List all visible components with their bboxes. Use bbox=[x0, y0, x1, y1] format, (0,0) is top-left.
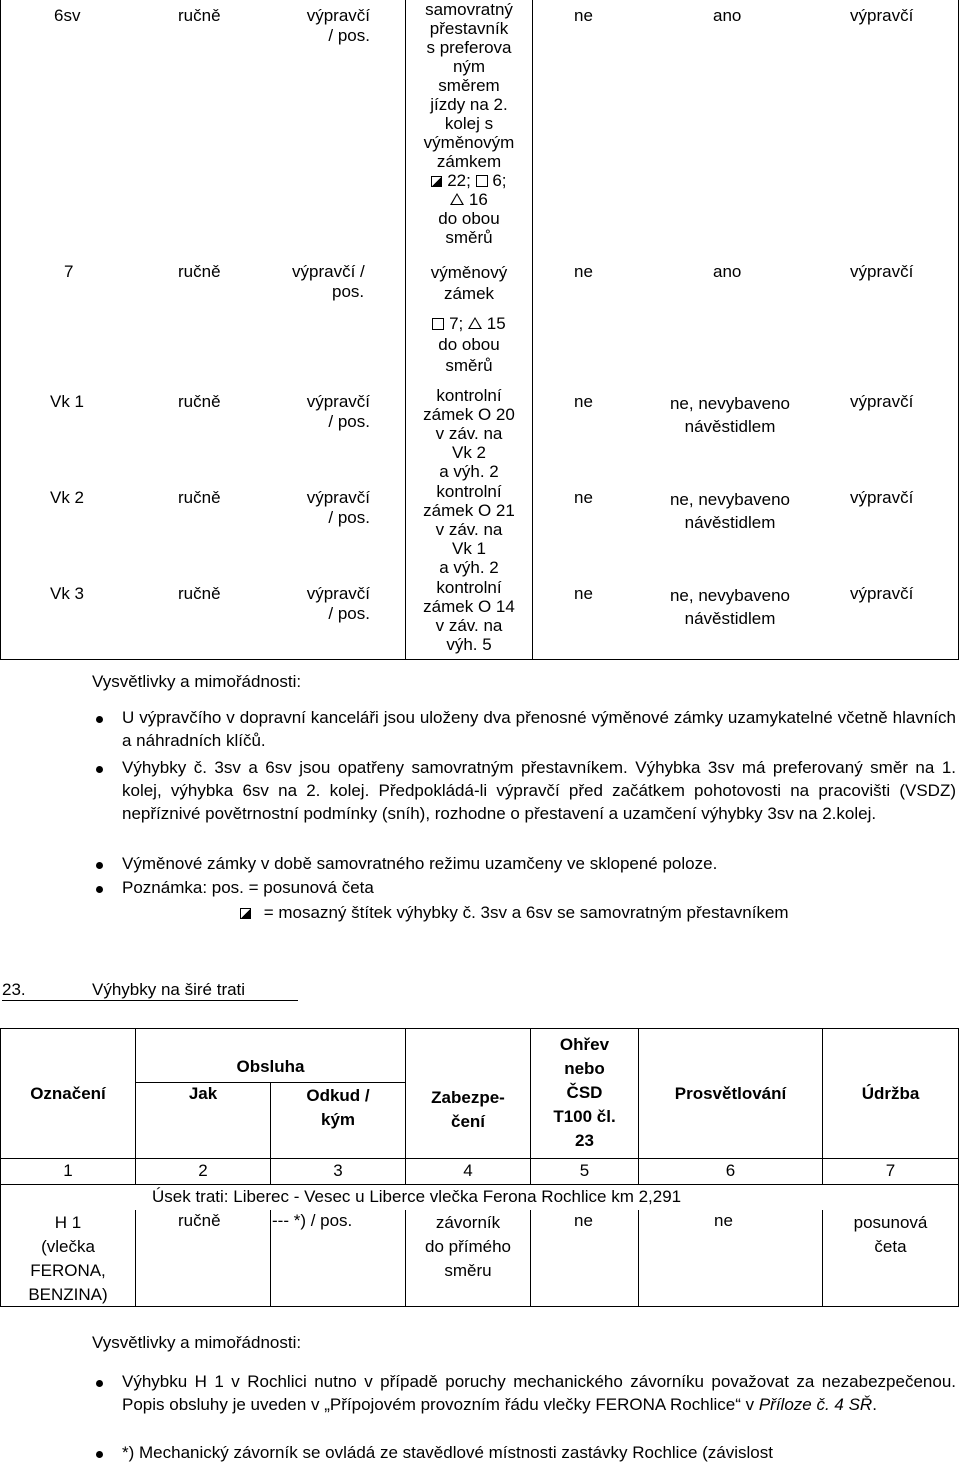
row-kym: výpravčí / pos. bbox=[306, 488, 370, 527]
row-jak: ručně bbox=[178, 488, 221, 507]
row-prosvetlovani: ne, nevybaveno návěstidlem bbox=[669, 394, 791, 436]
list-item: *) Mechanický závorník se ovládá ze stavědlové místnosti zastávky Rochlice (závislost bbox=[122, 1443, 773, 1462]
row-ohrev: ne bbox=[574, 488, 593, 507]
row-jak: ručně bbox=[178, 392, 221, 411]
cell-zabezpeceni: závorník do přímého směru bbox=[425, 1213, 511, 1280]
row-id: Vk 3 bbox=[50, 584, 85, 603]
header-oznaceni: Označení bbox=[30, 1084, 106, 1103]
square-icon bbox=[476, 175, 488, 187]
row-jak: ručně bbox=[178, 584, 221, 603]
row-prosvetlovani: ano bbox=[713, 6, 742, 25]
row-zabezpeceni: samovratný přestavník s preferova ným směrem jízdy na 2. kolej s výměnovým zámkem 22; 6; 16 do obou směrů bbox=[423, 0, 515, 247]
table-border bbox=[638, 1210, 639, 1307]
bullet bbox=[96, 716, 103, 723]
column-number: 2 bbox=[198, 1161, 208, 1180]
table-border bbox=[0, 1158, 959, 1159]
row-udrzba: výpravčí bbox=[850, 392, 914, 411]
bullet bbox=[96, 766, 103, 773]
half-filled-square-icon bbox=[431, 176, 442, 187]
table-border bbox=[958, 1028, 959, 1307]
cell-ohrev: ne bbox=[574, 1211, 593, 1230]
list-item: Výhybku H 1 v Rochlici nutno v případě poruchy mechanického závorníku považovat za nezabezpečenou. Popis obsluhy je uveden v „Přípojovém provozním řádu vlečky FERONA Rochlice“ v Příloze č. 4 SŘ. bbox=[122, 1372, 956, 1414]
row-jak: ručně bbox=[178, 262, 221, 281]
header-jak: Jak bbox=[188, 1084, 218, 1103]
list-item: Poznámka: pos. = posunová četa bbox=[122, 878, 374, 897]
row-ohrev: ne bbox=[574, 392, 593, 411]
column-number: 7 bbox=[885, 1161, 896, 1180]
list-item: U výpravčího v dopravní kanceláři jsou uloženy dva přenosné výměnové zámky uzamykatelné včetně hlavních a náhradních klíčů. bbox=[122, 708, 956, 750]
row-id: Vk 1 bbox=[50, 392, 85, 411]
table-border bbox=[958, 0, 959, 660]
section-heading: 23. Výhybky na širé trati bbox=[2, 980, 298, 1001]
legend-line: = mosazný štítek výhybky č. 3sv a 6sv se samovratným přestavníkem bbox=[240, 903, 789, 923]
header-udrzba: Údržba bbox=[861, 1084, 920, 1103]
header-prosvetlovani: Prosvětlování bbox=[674, 1084, 787, 1103]
header-odkud: Odkud / kým bbox=[306, 1086, 370, 1129]
row-udrzba: výpravčí bbox=[850, 488, 914, 507]
row-udrzba: výpravčí bbox=[850, 6, 914, 25]
row-udrzba: výpravčí bbox=[850, 584, 914, 603]
row-kym: výpravčí / pos. bbox=[306, 392, 370, 431]
row-kym: výpravčí / pos. bbox=[292, 262, 365, 301]
half-filled-square-icon bbox=[240, 908, 251, 919]
column-number: 1 bbox=[63, 1161, 73, 1180]
row-ohrev: ne bbox=[574, 6, 593, 25]
column-number: 6 bbox=[725, 1161, 736, 1180]
triangle-icon bbox=[450, 193, 464, 205]
row-zabezpeceni: kontrolní zámek O 21 v záv. na Vk 1 a výh. 2 bbox=[423, 482, 515, 577]
row-prosvetlovani: ano bbox=[713, 262, 742, 281]
table-border bbox=[135, 1210, 136, 1307]
row-zabezpeceni: kontrolní zámek O 20 v záv. na Vk 2 a výh. 2 bbox=[423, 386, 515, 481]
triangle-icon bbox=[468, 317, 482, 329]
row-id: Vk 2 bbox=[50, 488, 85, 507]
table-border bbox=[0, 1184, 959, 1185]
bullet bbox=[96, 862, 103, 869]
table-border bbox=[0, 0, 1, 660]
table-border bbox=[532, 0, 533, 660]
bullet bbox=[96, 886, 103, 893]
row-zabezpeceni: výměnový zámek 7; 15 do obou směrů bbox=[430, 263, 508, 375]
notes-heading: Vysvětlivky a mimořádnosti: bbox=[92, 1333, 302, 1352]
table-border bbox=[530, 1210, 531, 1307]
bullet bbox=[96, 1451, 103, 1458]
cell-oznaceni: H 1 (vlečka FERONA, BENZINA) bbox=[28, 1213, 108, 1304]
cell-prosvetlovani: ne bbox=[714, 1211, 733, 1230]
cell-udrzba: posunová četa bbox=[853, 1213, 928, 1256]
table-border bbox=[0, 659, 959, 660]
row-kym: výpravčí / pos. bbox=[306, 584, 370, 623]
table-border bbox=[0, 1306, 959, 1307]
header-ohrev: Ohřev nebo ČSD T100 čl. 23 bbox=[553, 1035, 616, 1150]
cell-odkud: --- *) / pos. bbox=[272, 1211, 353, 1230]
column-number: 4 bbox=[463, 1161, 473, 1180]
header-zabezpeceni: Zabezpe- čení bbox=[431, 1088, 505, 1131]
table-border bbox=[0, 1028, 959, 1029]
row-id: 6sv bbox=[54, 6, 81, 25]
column-number: 3 bbox=[333, 1161, 343, 1180]
section-span-text: Úsek trati: Liberec - Vesec u Liberce vlečka Ferona Rochlice km 2,291 bbox=[152, 1187, 682, 1206]
cell-jak: ručně bbox=[178, 1211, 221, 1230]
row-prosvetlovani: ne, nevybaveno návěstidlem bbox=[669, 490, 791, 532]
row-kym: výpravčí / pos. bbox=[306, 6, 370, 45]
row-udrzba: výpravčí bbox=[850, 262, 914, 281]
row-ohrev: ne bbox=[574, 262, 593, 281]
row-ohrev: ne bbox=[574, 584, 593, 603]
square-icon bbox=[432, 318, 444, 330]
header-obsluha: Obsluha bbox=[236, 1057, 305, 1076]
list-item: Výhybky č. 3sv a 6sv jsou opatřeny samovratným přestavníkem. Výhybka 3sv má preferovaný směr na 1. kolej, výhybka 6sv na 2. kolej. Předpokládá-li výpravčí před začátkem pohotovosti na pracovišti (VSDZ) nepříznivé povětrnostní podmínky (sníh), rozhodne o přestavení a uzamčení výhybky 3sv na 2.kolej. bbox=[122, 758, 956, 823]
row-id: 7 bbox=[64, 262, 74, 281]
notes-heading: Vysvětlivky a mimořádnosti: bbox=[92, 672, 302, 691]
column-number: 5 bbox=[579, 1161, 590, 1180]
table-border bbox=[270, 1210, 271, 1307]
row-prosvetlovani: ne, nevybaveno návěstidlem bbox=[669, 586, 791, 628]
row-jak: ručně bbox=[178, 6, 221, 25]
row-zabezpeceni: kontrolní zámek O 14 v záv. na výh. 5 bbox=[423, 578, 515, 654]
bullet bbox=[96, 1380, 103, 1387]
list-item: Výměnové zámky v době samovratného režimu uzamčeny ve sklopené poloze. bbox=[122, 854, 718, 873]
